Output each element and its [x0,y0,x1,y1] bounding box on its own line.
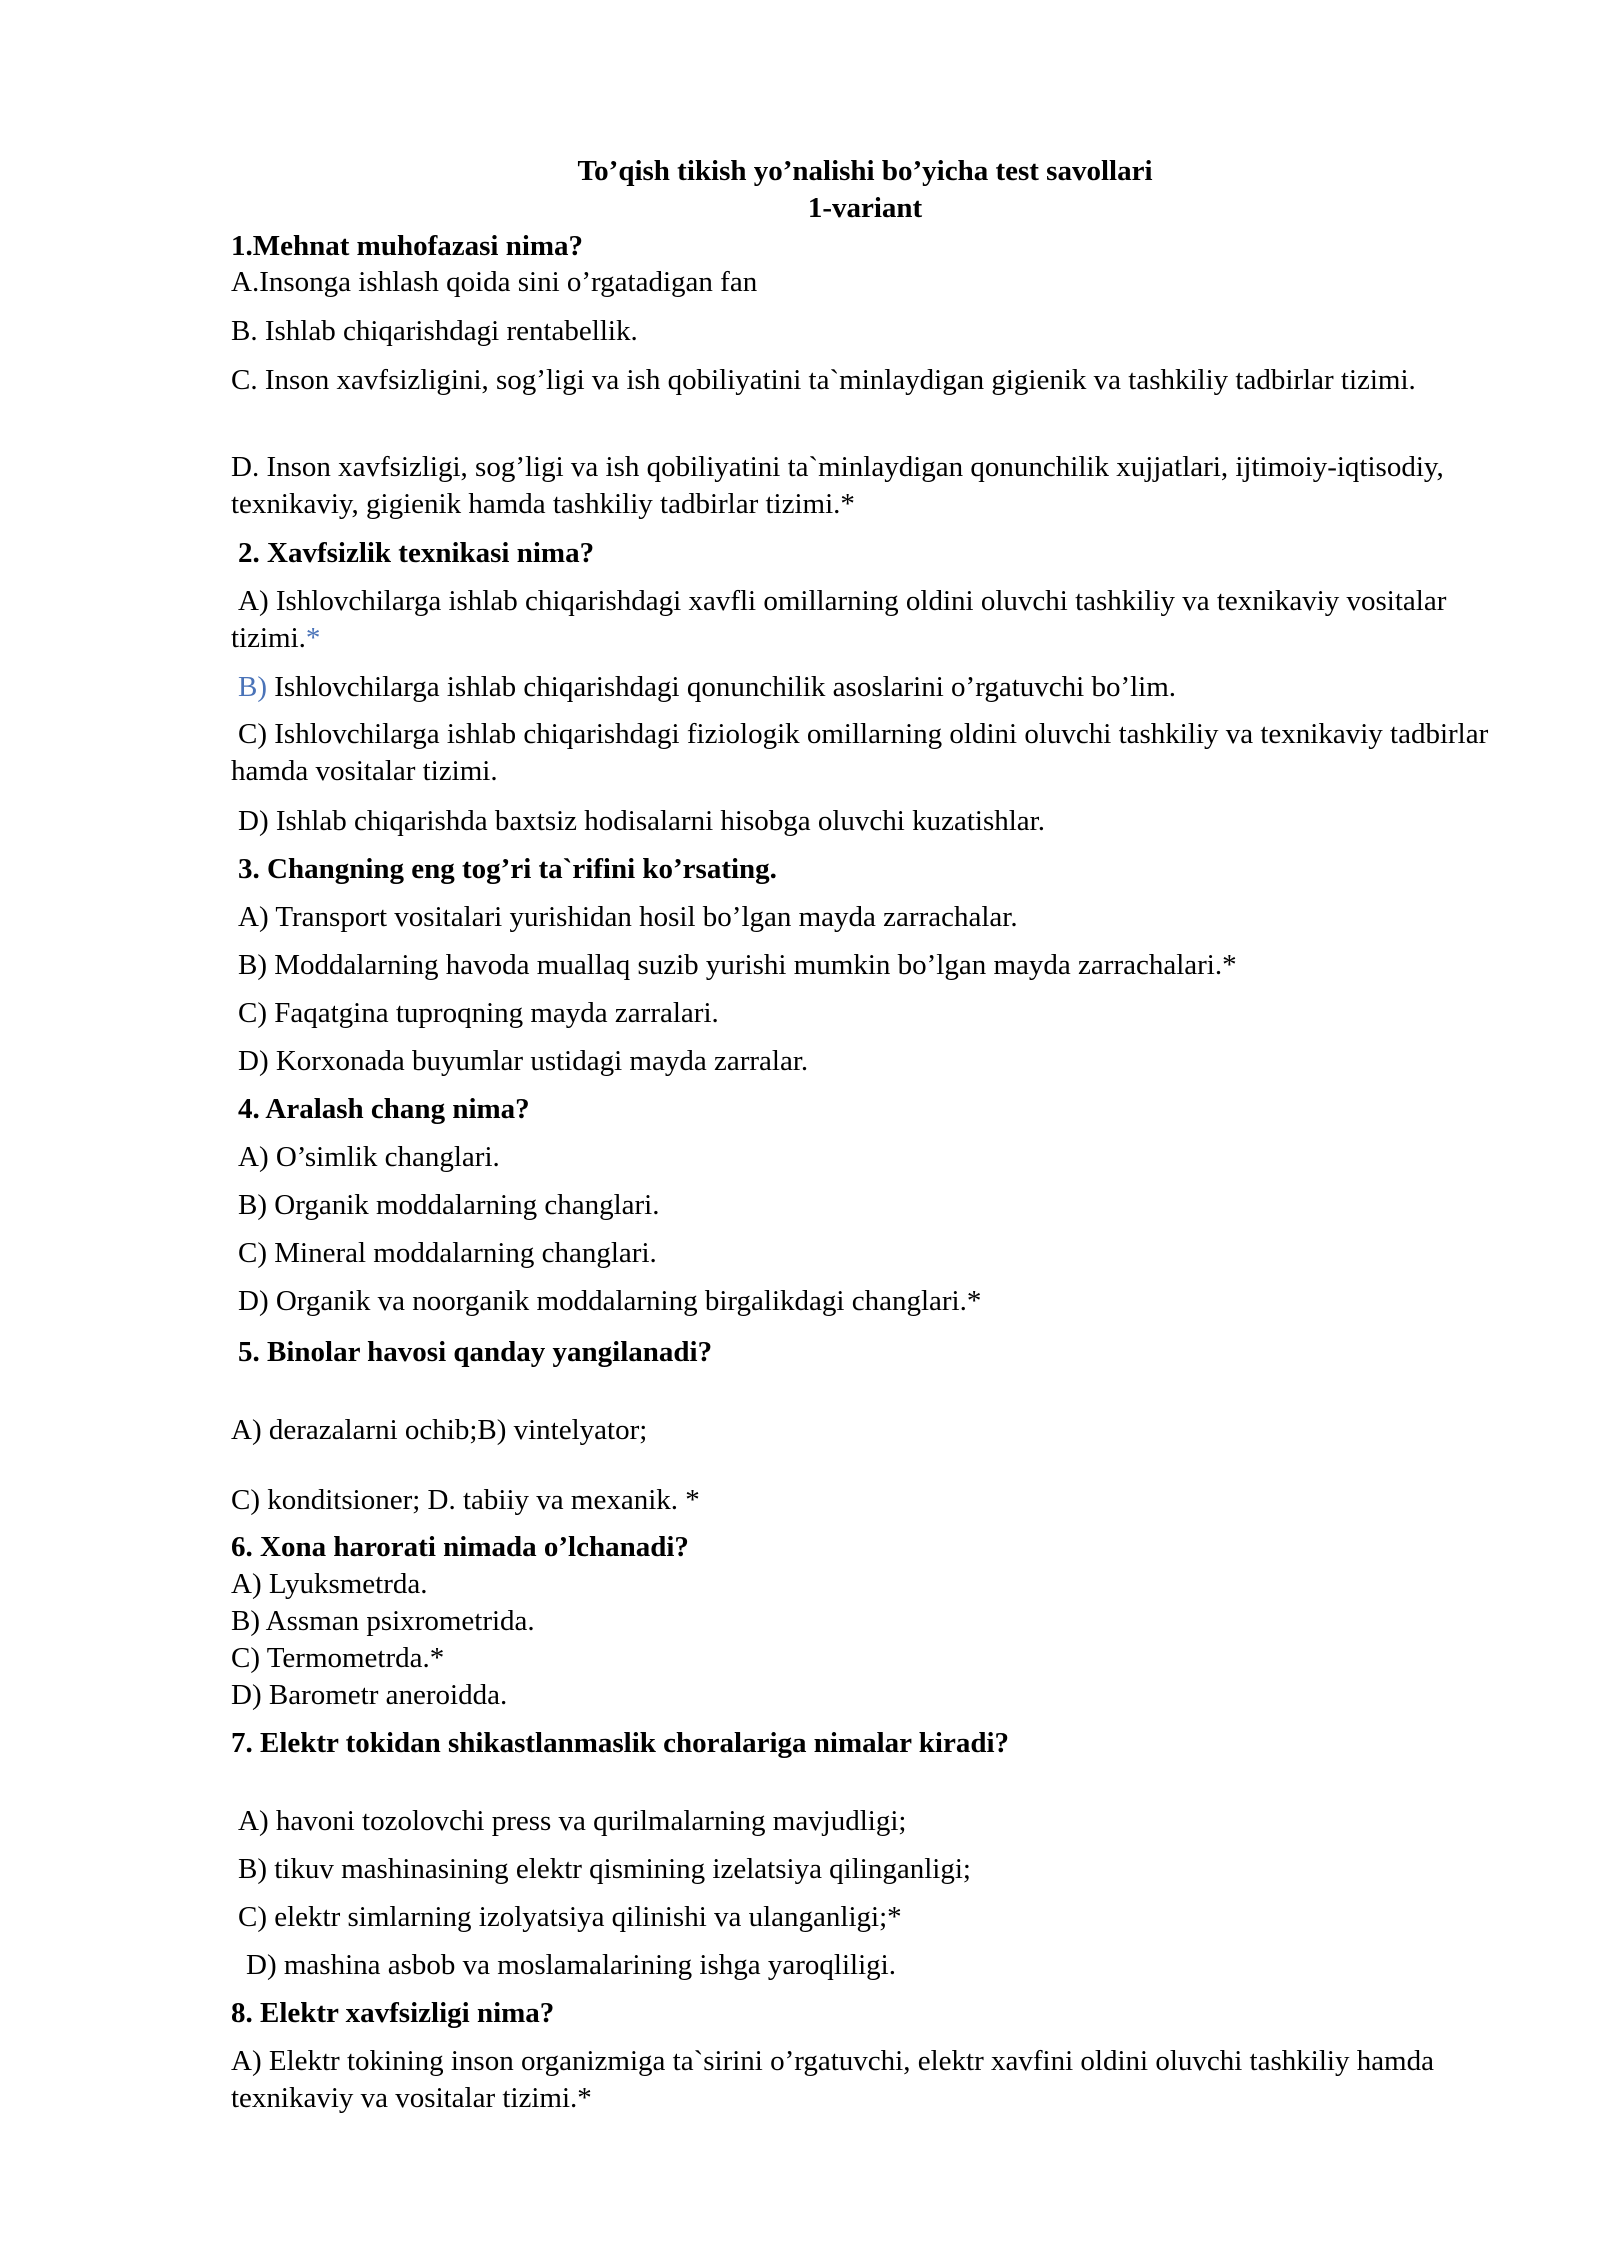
q8-option-a: A) Elektr tokining inson organizmiga ta`sirini o’rgatuvchi, elektr xavfini oldini oluvchi tashkiliy hamda texnikaviy va vositalar tizimi.* [231,2045,1434,2114]
q4-option-d: D) Organik va noorganik moddalarning birgalikdagi changlari.* [238,1285,982,1317]
question-8: 8. Elektr xavfsizligi nima? [231,1997,555,2029]
q6-option-d: D) Barometr aneroidda. [231,1679,508,1711]
q2-option-b-letter: B) [238,671,267,703]
q1-option-a: A.Insonga ishlash qoida sini o’rgatadigan fan [231,266,758,298]
document-title: To’qish tikish yo’nalishi bo’yicha test savollari [577,155,1153,187]
question-7: 7. Elektr tokidan shikastlanmaslik choralariga nimalar kiradi? [231,1727,1010,1759]
q3-option-d: D) Korxonada buyumlar ustidagi mayda zarralar. [238,1045,809,1077]
q7-option-d: D) mashina asbob va moslamalarining ishga yaroqliligi. [246,1949,896,1981]
question-3: 3. Changning eng tog’ri ta`rifini ko’rsating. [238,853,777,885]
q4-option-a: A) O’simlik changlari. [238,1141,500,1173]
q7-option-b: B) tikuv mashinasining elektr qismining izelatsiya qilinganligi; [238,1853,971,1885]
q2-option-c: C) Ishlovchilarga ishlab chiqarishdagi fiziologik omillarning oldini oluvchi tashkiliy va texnikaviy tadbirlar hamda vositalar tizimi. [231,718,1489,787]
q2-option-d: D) Ishlab chiqarishda baxtsiz hodisalarni hisobga oluvchi kuzatishlar. [238,805,1045,837]
q5-options-line-1: A) derazalarni ochib;B) vintelyator; [231,1414,648,1446]
question-2: 2. Xavfsizlik texnikasi nima? [238,537,595,569]
q1-option-c: C. Inson xavfsizligini, sog’ligi va ish qobiliyatini ta`minlaydigan gigienik va tashkiliy tadbirlar tizimi. [231,364,1416,396]
question-6: 6. Xona harorati nimada o’lchanadi? [231,1531,689,1563]
q6-option-a: A) Lyuksmetrda. [231,1568,428,1600]
q1-option-b: B. Ishlab chiqarishdagi rentabellik. [231,315,638,347]
q2-option-b-text: Ishlovchilarga ishlab chiqarishdagi qonunchilik asoslarini o’rgatuvchi bo’lim. [274,671,1177,703]
q6-option-b: B) Assman psixrometrida. [231,1605,535,1637]
q7-option-c: C) elektr simlarning izolyatsiya qilinishi va ulanganligi;* [238,1901,902,1933]
q3-option-c: C) Faqatgina tuproqning mayda zarralari. [238,997,719,1029]
q1-option-d: D. Inson xavfsizligi, sog’ligi va ish qobiliyatini ta`minlaydigan qonunchilik xujjatlari, ijtimoiy-iqtisodiy, texnikaviy, gigienik hamda tashkiliy tadbirlar tizimi.* [231,451,1444,520]
q4-option-c: C) Mineral moddalarning changlari. [238,1237,657,1269]
question-1: 1.Mehnat muhofazasi nima? [231,230,584,262]
q7-option-a: A) havoni tozolovchi press va qurilmalarning mavjudligi; [238,1805,907,1837]
variant-label: 1-variant [807,192,923,224]
q5-options-line-2: C) konditsioner; D. tabiiy va mexanik. * [231,1484,700,1516]
q4-option-b: B) Organik moddalarning changlari. [238,1189,660,1221]
question-4: 4. Aralash chang nima? [238,1093,530,1125]
q2-option-a-text: A) Ishlovchilarga ishlab chiqarishdagi xavfli omillarning oldini oluvchi tashkiliy va texnikaviy vositalar tizimi. [231,585,1447,654]
q3-option-b: B) Moddalarning havoda muallaq suzib yurishi mumkin bo’lgan mayda zarrachalari.* [238,949,1237,981]
answer-mark: * [305,622,321,654]
q3-option-a: A) Transport vositalari yurishidan hosil bo’lgan mayda zarrachalar. [238,901,1018,933]
q6-option-c: C) Termometrda.* [231,1642,445,1674]
q2-option-b [238,669,1176,706]
q2-option-a [231,583,1511,657]
question-5: 5. Binolar havosi qanday yangilanadi? [238,1336,713,1368]
